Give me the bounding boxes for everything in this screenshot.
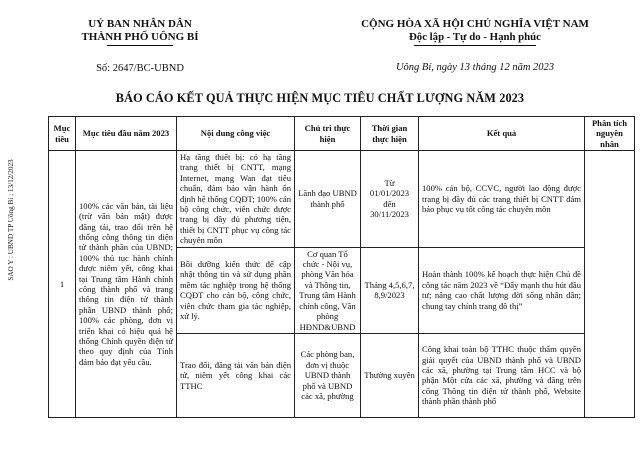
result-cell: Hoàn thành 100% kế hoạch thực hiện Chủ đề công tác năm 2023 về “Đẩy mạnh thu hút đầu tư; nâng cao chất lượng đời sống nhân dân; chung tay chỉnh trang đô thị” xyxy=(419,247,585,333)
content-cell: Hạ tầng thiết bị: có hạ tầng trang thiết bị CNTT, mạng Internet, mạng Wan đạt tiêu chuẩn, đảm bảo vận hành ổn định hệ thống CQĐT; 100% cán bộ công chức, viên chức được trang bị đầy đủ phương tiện, thiết bị CNTT phục vụ công tác chuyên môn xyxy=(177,151,295,248)
header-lead: Chủ trì thực hiện xyxy=(295,117,361,151)
header-stt: Mục tiêu xyxy=(49,117,76,151)
time-cell: Từ 01/01/2023 đến 30/11/2023 xyxy=(361,151,419,248)
national-motto: Độc lập - Tự do - Hạnh phúc xyxy=(409,31,541,43)
header-goal: Mục tiêu đầu năm 2023 xyxy=(76,117,177,151)
result-cell: 100% cán bộ, CCVC, người lao động được trang bị đầy đủ các trang thiết bị CNTT đảm bảo phục vụ tốt công tác chuyên môn xyxy=(419,151,585,248)
side-stamp-text: SAO Y : UBND TP Uông Bí ; 13/12/2023 xyxy=(7,159,15,281)
stt-cell: 1 xyxy=(49,151,76,418)
issuer-line-2: THÀNH PHỐ UÔNG BÍ xyxy=(81,31,199,43)
issuer-header xyxy=(40,18,240,74)
header-analysis: Phân tích nguyên nhân xyxy=(585,117,635,151)
results-table xyxy=(48,116,635,418)
table-row xyxy=(49,151,635,248)
content-cell: Trao đổi, đăng tải văn bản điện tử, niêm yết công khai các TTHC xyxy=(177,333,295,417)
national-header xyxy=(340,18,610,73)
motto-underline xyxy=(414,45,536,46)
document-number: Số: 2647/BC-UBND xyxy=(96,63,184,74)
lead-cell: Cơ quan Tổ chức - Nội vụ, phòng Văn hóa và Thông tin, Trung tâm Hành chính công, Văn phòng HĐND&UBND xyxy=(295,247,361,333)
lead-cell: Các phòng ban, đơn vị thuộc UBND thành phố và UBND các xã, phường xyxy=(295,333,361,417)
header-time: Thời gian thực hiện xyxy=(361,117,419,151)
document-date: Uông Bí, ngày 13 tháng 12 năm 2023 xyxy=(395,62,555,73)
lead-cell: Lãnh đạo UBND thành phố xyxy=(295,151,361,248)
header-content: Nội dung công việc xyxy=(177,117,295,151)
issuer-underline xyxy=(107,45,173,46)
time-cell: Thường xuyên xyxy=(361,333,419,417)
header-result: Kết quả xyxy=(419,117,585,151)
result-cell: Công khai toàn bộ TTHC thuộc thẩm quyền giải quyết của UBND thành phố và UBND các xã, phường tại Trung tâm HCC và bộ phận Một cửa các xã, phường và đăng trên cổng Thông tin điện tử thành phố, Website thành phần thành phố xyxy=(419,333,585,417)
table-header-row xyxy=(49,117,635,151)
side-stamp xyxy=(4,70,18,370)
issuer-line-1: UỶ BAN NHÂN DÂN xyxy=(88,18,192,30)
goal-cell: 100% các văn bản, tài liệu (trừ văn bản mật) được đăng tải, trao đổi trên hệ thống công thông tin điện tử thành phần của UBND; 100% thủ tục hành chính được niêm yết, công khai tại Trung tâm Hành chính công thành phố và trang thông tin điện tử thành phần UBND thành phố; 100% các phòng, đơn vị triển khai có hiệu quả hệ thống Chính quyền điện tử theo quy định của Tỉnh đảm bảo đạt yêu cầu. xyxy=(76,151,177,418)
content-cell: Bồi dưỡng kiến thức để cập nhật thông tin và sử dụng phần mềm tác nghiệp trong hệ thống CQĐT cho cán bộ, công chức, viên chức tham gia tác nghiệp, xử lý. xyxy=(177,247,295,333)
national-title: CỘNG HÒA XÃ HỘI CHỦ NGHĨA VIỆT NAM xyxy=(361,18,589,30)
analysis-cell xyxy=(585,151,635,418)
document-title: BÁO CÁO KẾT QUẢ THỰC HIỆN MỤC TIÊU CHẤT LƯỢNG NĂM 2023 xyxy=(115,91,525,105)
time-cell: Tháng 4,5,6,7, 8,9/2023 xyxy=(361,247,419,333)
